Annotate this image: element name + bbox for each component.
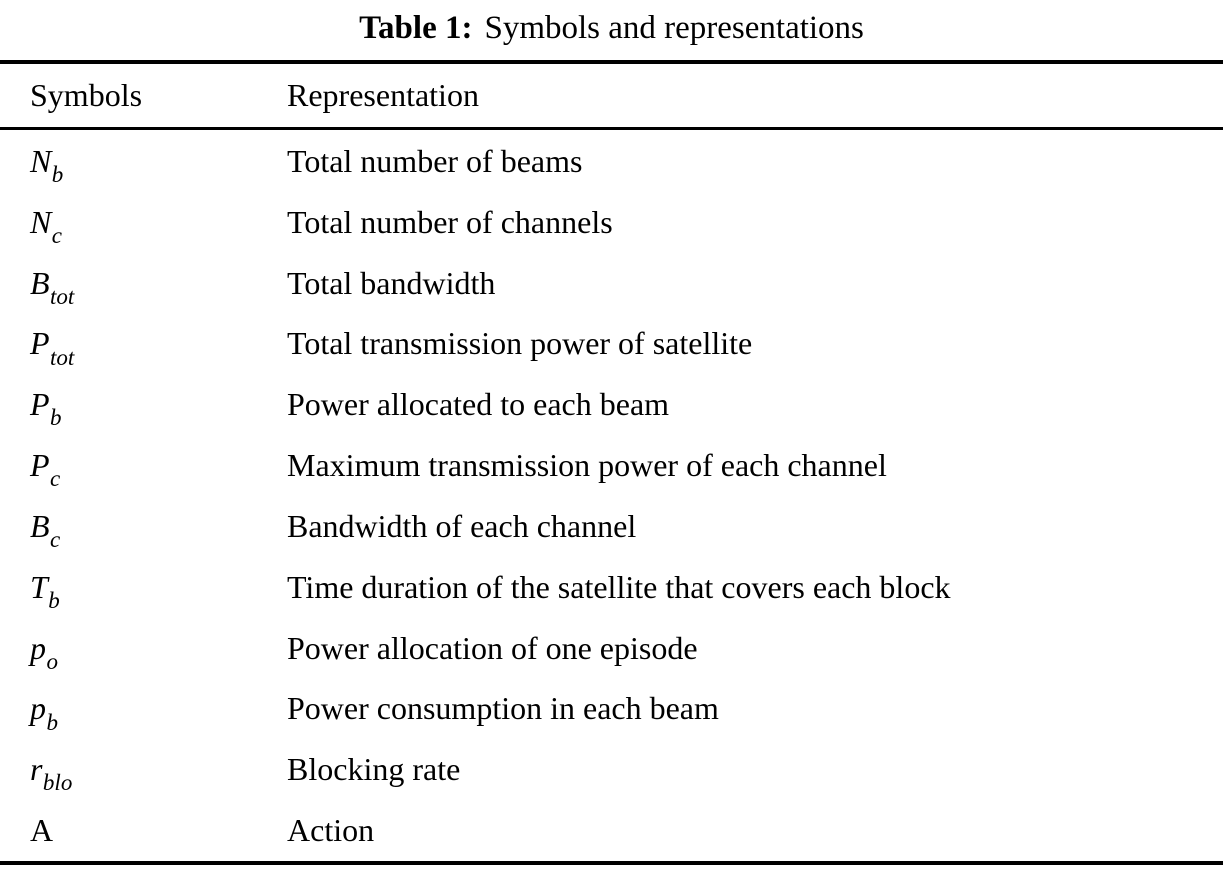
symbol-cell	[0, 386, 287, 431]
symbol-base: p	[30, 690, 46, 727]
symbol-subscript: blo	[42, 769, 73, 796]
symbol-base: B	[30, 507, 50, 544]
symbol-subscript: b	[46, 708, 58, 735]
symbol-base: B	[30, 264, 50, 301]
representation-cell: Power consumption in each beam	[287, 690, 719, 727]
table-row	[0, 436, 1223, 496]
table-row	[0, 496, 1223, 556]
symbol-subscript: b	[48, 586, 60, 613]
representation-cell: Power allocated to each beam	[287, 386, 670, 423]
symbol-cell	[0, 690, 287, 735]
symbol-cell	[0, 203, 287, 248]
representation-cell: Maximum transmission power of each channel	[287, 447, 887, 484]
table-row	[0, 375, 1223, 435]
table-row	[0, 740, 1223, 800]
table-row	[0, 557, 1223, 617]
table-caption	[0, 6, 1223, 50]
symbol-cell	[0, 812, 287, 849]
table-row	[0, 253, 1223, 313]
table-body	[0, 131, 1223, 861]
symbol-subscript: tot	[50, 282, 75, 309]
symbol-subscript: c	[51, 221, 63, 248]
representation-cell: Total number of beams	[287, 142, 583, 179]
symbol-subscript: b	[51, 161, 64, 188]
representation-cell: Total number of channels	[287, 203, 613, 240]
symbol-base: p	[30, 629, 46, 666]
symbol-subscript: c	[50, 465, 61, 492]
representation-cell: Total transmission power of satellite	[287, 325, 753, 362]
symbol-cell	[0, 325, 287, 370]
table-row	[0, 679, 1223, 739]
symbol-subscript: tot	[50, 343, 75, 370]
table-header-row	[0, 64, 1223, 127]
symbol-base: P	[30, 386, 50, 423]
symbol-base: P	[30, 447, 50, 484]
symbol-base: A	[30, 812, 54, 849]
table-caption-label: Table 1:	[359, 10, 473, 46]
table-row	[0, 131, 1223, 191]
symbol-cell	[0, 142, 287, 188]
symbol-base: T	[30, 568, 48, 605]
symbol-cell	[0, 751, 287, 796]
symbol-subscript: o	[46, 647, 58, 674]
representation-cell: Action	[287, 812, 375, 849]
table-caption-text: Symbols and representations	[484, 10, 864, 46]
symbol-base: r	[30, 751, 43, 788]
representation-cell: Bandwidth of each channel	[287, 507, 637, 544]
table-row	[0, 314, 1223, 374]
symbol-subscript: c	[50, 526, 61, 553]
representation-cell: Power allocation of one episode	[287, 629, 698, 666]
header-representation-cell: Representation	[287, 77, 479, 113]
header-symbols-cell: Symbols	[30, 77, 143, 113]
table-row	[0, 801, 1223, 861]
representation-cell: Time duration of the satellite that covers each block	[287, 568, 951, 605]
table-row	[0, 618, 1223, 678]
symbol-cell	[0, 629, 287, 674]
symbol-cell	[0, 568, 287, 613]
symbol-base: N	[30, 203, 52, 240]
symbol-cell	[0, 507, 287, 553]
representation-cell: Blocking rate	[287, 751, 461, 788]
table-header-rule	[0, 127, 1223, 130]
symbol-cell	[0, 264, 287, 309]
table-bottom-rule	[0, 861, 1223, 865]
table-row	[0, 192, 1223, 252]
representation-cell: Total bandwidth	[287, 264, 496, 301]
symbol-base: P	[30, 325, 50, 362]
symbol-subscript: b	[50, 404, 62, 431]
symbol-base: N	[30, 142, 52, 179]
symbol-cell	[0, 447, 287, 492]
